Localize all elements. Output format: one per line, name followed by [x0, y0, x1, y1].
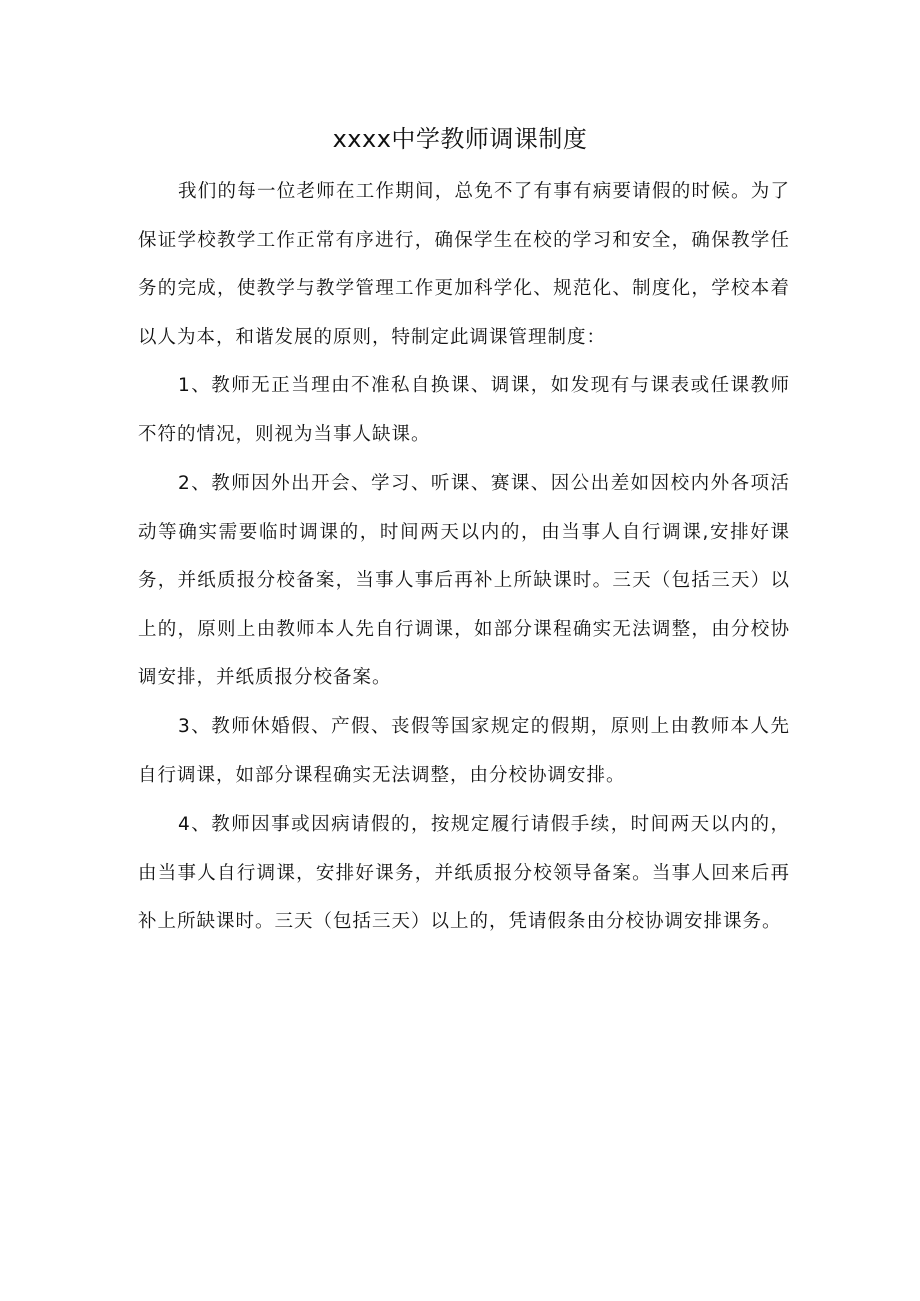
document-title: xxxx中学教师调课制度 [332, 125, 588, 153]
rule-paragraph-3: 3、教师休婚假、产假、丧假等国家规定的假期，原则上由教师本人先自行调课，如部分课程确实无法调整，由分校协调安排。 [138, 716, 790, 786]
intro-paragraph: 我们的每一位老师在工作期间，总免不了有事有病要请假的时候。为了保证学校教学工作正常有序进行，确保学生在校的学习和安全，确保教学任务的完成，使教学与教学管理工作更加科学化、规范化、制度化，学校本着以人为本，和谐发展的原则，特制定此调课管理制度： [138, 181, 790, 348]
rule-paragraph-4: 4、教师因事或因病请假的，按规定履行请假手续，时间两天以内的，由当事人自行调课，安排好课务，并纸质报分校领导备案。当事人回来后再补上所缺课时。三天（包括三天）以上的，凭请假条由分校协调安排课务。 [138, 814, 790, 932]
rule-paragraph-1: 1、教师无正当理由不准私自换课、调课，如发现有与课表或任课教师不符的情况，则视为当事人缺课。 [138, 375, 790, 445]
rule-paragraph-2: 2、教师因外出开会、学习、听课、赛课、因公出差如因校内外各项活动等确实需要临时调课的，时间两天以内的，由当事人自行调课,安排好课务，并纸质报分校备案，当事人事后再补上所缺课时。三天（包括三天）以上的，原则上由教师本人先自行调课，如部分课程确实无法调整，由分校协调安排，并纸质报分校备案。 [138, 473, 790, 688]
